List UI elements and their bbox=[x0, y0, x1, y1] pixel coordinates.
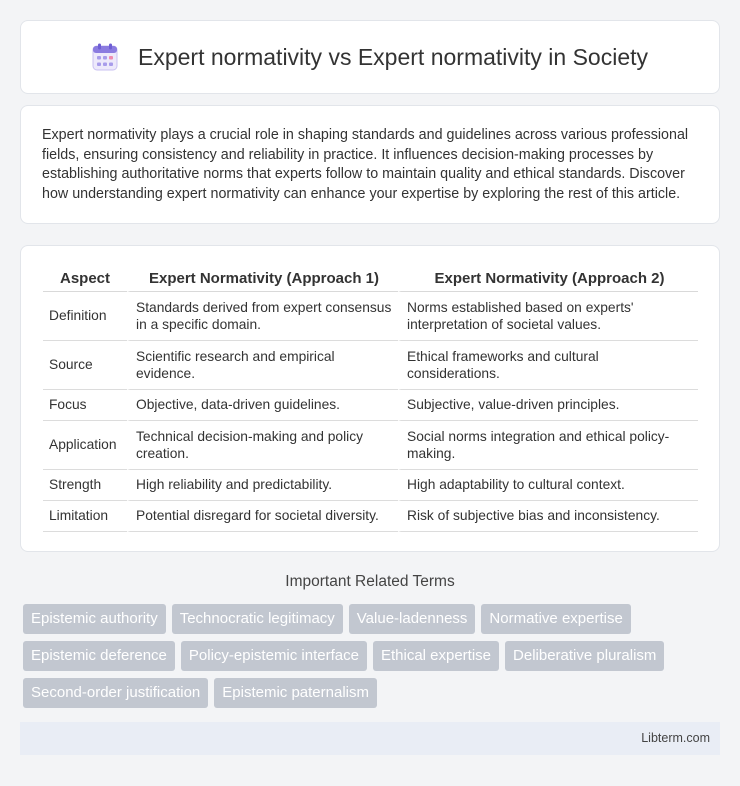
column-header-approach-1: Expert Normativity (Approach 1) bbox=[127, 266, 398, 292]
table-row bbox=[43, 501, 698, 532]
related-term-tag[interactable]: Epistemic deference bbox=[23, 641, 175, 671]
row-approach-2: Norms established based on experts' interpretation of societal values. bbox=[398, 292, 698, 341]
table-row bbox=[43, 470, 698, 501]
row-aspect: Definition bbox=[43, 292, 127, 341]
page-title: Expert normativity vs Expert normativity in Society bbox=[138, 43, 648, 70]
table-row bbox=[43, 421, 698, 470]
related-terms-title: Important Related Terms bbox=[285, 573, 455, 590]
column-header-approach-2: Expert Normativity (Approach 2) bbox=[398, 266, 698, 292]
row-aspect: Source bbox=[43, 341, 127, 390]
related-term-tag[interactable]: Policy-epistemic interface bbox=[181, 641, 367, 671]
related-term-tag[interactable]: Technocratic legitimacy bbox=[172, 604, 343, 634]
row-approach-2: Social norms integration and ethical policy-making. bbox=[398, 421, 698, 470]
related-term-tag[interactable]: Epistemic authority bbox=[23, 604, 166, 634]
table-row bbox=[43, 341, 698, 390]
comparison-card bbox=[20, 245, 720, 552]
row-aspect: Application bbox=[43, 421, 127, 470]
intro-card bbox=[20, 105, 720, 224]
row-approach-2: Subjective, value-driven principles. bbox=[398, 390, 698, 421]
calendar-icon bbox=[92, 43, 118, 71]
table-row bbox=[43, 292, 698, 341]
column-header-aspect: Aspect bbox=[43, 266, 127, 292]
related-terms-tags bbox=[23, 604, 713, 708]
table-row bbox=[43, 390, 698, 421]
row-aspect: Focus bbox=[43, 390, 127, 421]
row-aspect: Strength bbox=[43, 470, 127, 501]
row-approach-2: High adaptability to cultural context. bbox=[398, 470, 698, 501]
intro-paragraph: Expert normativity plays a crucial role in shaping standards and guidelines across various professional fields, ensuring consistency and reliability in practice. It influences decision-making processes by establishing authoritative norms that experts follow to maintain quality and ethical standards. Discover how understanding expert normativity can enhance your expertise by exploring the rest of this article. bbox=[42, 127, 689, 202]
related-term-tag[interactable]: Deliberative pluralism bbox=[505, 641, 664, 671]
row-approach-1: Objective, data-driven guidelines. bbox=[127, 390, 398, 421]
related-term-tag[interactable]: Value-ladenness bbox=[349, 604, 476, 634]
row-aspect: Limitation bbox=[43, 501, 127, 532]
row-approach-2: Ethical frameworks and cultural considerations. bbox=[398, 341, 698, 390]
row-approach-2: Risk of subjective bias and inconsistency. bbox=[398, 501, 698, 532]
row-approach-1: Standards derived from expert consensus in a specific domain. bbox=[127, 292, 398, 341]
related-term-tag[interactable]: Epistemic paternalism bbox=[214, 678, 377, 708]
row-approach-1: Potential disregard for societal diversity. bbox=[127, 501, 398, 532]
row-approach-1: Technical decision-making and policy creation. bbox=[127, 421, 398, 470]
footer bbox=[20, 722, 720, 755]
comparison-table bbox=[43, 266, 698, 532]
related-term-tag[interactable]: Ethical expertise bbox=[373, 641, 499, 671]
title-wrap bbox=[92, 43, 648, 71]
related-term-tag[interactable]: Second-order justification bbox=[23, 678, 208, 708]
footer-site-link[interactable]: Libterm.com bbox=[641, 731, 710, 745]
row-approach-1: High reliability and predictability. bbox=[127, 470, 398, 501]
header-card bbox=[20, 20, 720, 94]
table-header-row bbox=[43, 266, 698, 292]
row-approach-1: Scientific research and empirical evidence. bbox=[127, 341, 398, 390]
related-term-tag[interactable]: Normative expertise bbox=[481, 604, 630, 634]
